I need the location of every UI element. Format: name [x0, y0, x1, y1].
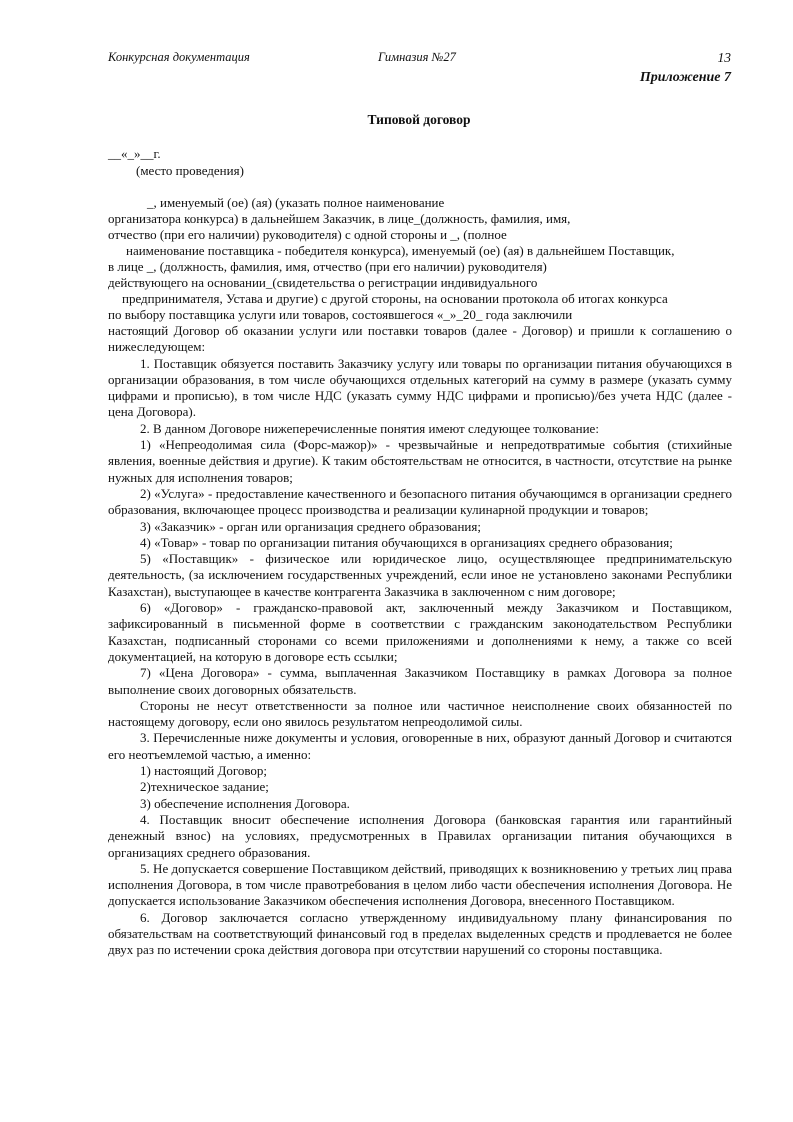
paragraph: 5. Не допускается совершение Поставщиком действий, приводящих к возникновению у третьих лиц права исполнения Договора, в том числе правотребования в целом либо части обеспечения исполнения Договора. Не допускается использование Заказчиком обеспечения исполнения Договора, внесенного Поставщиком. [108, 860, 732, 909]
paragraph: 3) обеспечение исполнения Договора. [140, 795, 350, 811]
paragraph: 2) «Услуга» - предоставление качественного и безопасного питания обучающимся в организации среднего образования, включающее процесс производства и реализации кулинарной продукции и товаров; [108, 485, 732, 518]
intro-line: по выбору поставщика услуги или товаров, состоявшегося «_»_20_ года заключили [108, 307, 573, 322]
header-center: Гимназия №27 [378, 50, 456, 64]
paragraph: 2. В данном Договоре нижеперечисленные понятия имеют следующее толкование: [140, 420, 599, 436]
paragraph: 3. Перечисленные ниже документы и условия, оговоренные в них, образуют данный Договор и считаются его неотъемлемой частью, а именно: [108, 730, 732, 762]
intro-line: организатора конкурса) в дальнейшем Заказчик, в лице_(должность, фамилия, имя, [108, 211, 571, 226]
paragraph: Стороны не несут ответственности за полное или частичное неисполнение своих обязанностей по настоящему договору, если оно явилось результатом непреодолимой силы. [108, 697, 732, 730]
date-line: __«_»__г. [108, 146, 161, 161]
paragraph: 7) «Цена Договора» - сумма, выплаченная Заказчиком Поставщику в рамках Договора за полное выполнение своих договорных обязательств. [108, 665, 732, 697]
appendix-label: Приложение 7 [639, 70, 731, 85]
header-left: Конкурсная документация [108, 50, 250, 64]
paragraph: 4. Поставщик вносит обеспечение исполнения Договора (банковская гарантия или гарантийный денежный взнос) на условиях, предусмотренных в Правилах организации питания обучающихся в организациях среднего образования. [108, 811, 732, 860]
paragraph: 3) «Заказчик» - орган или организация среднего образования; [140, 518, 481, 534]
intro-line: _, именуемый (ое) (ая) (указать полное наименование [147, 195, 445, 210]
paragraph: 1. Поставщик обязуется поставить Заказчику услугу или товары по организации питания обучающихся в организации образования, в том числе обучающихся отдельных категорий на сумму в размере (указать сумму цифрами и прописью), в том числе НДС (указать сумму НДС цифрами и прописью)/без учета НДС (далее - цена Договора). [108, 355, 732, 420]
paragraph: 6) «Договор» - гражданско-правовой акт, заключенный между Заказчиком и Поставщиком, зафиксированный в письменной форме в соответствии с гражданским законодательством Республики Казахстан, подписанный сторонами со всеми приложениями и дополнениями к нему, а также со всей документацией, на которую в договоре есть ссылки; [108, 600, 732, 664]
paragraph: 1) «Непреодолимая сила (Форс-мажор)» - чрезвычайные и непредотвратимые события (стихийные явления, военные действия и другие). К таким обстоятельствам не относится, в частности, отсутствие на рынке нужных для исполнения товаров; [108, 437, 732, 485]
intro-line: отчество (при его наличии) руководителя) с одной стороны и _, (полное [108, 227, 507, 242]
paragraph: 4) «Товар» - товар по организации питания обучающихся в организациях среднего образования; [140, 534, 673, 550]
contract-body [108, 323, 732, 959]
intro-line: действующего на основании_(свидетельства о регистрации индивидуального [108, 275, 538, 290]
paragraph: 6. Договор заключается согласно утвержденному индивидуальному плану финансирования по обязательствам на соответствующий финансовый год в пределах выделенных средств и продлевается не более двух раз по истечении срока действия договора при отсутствии нарушений со стороны поставщика. [108, 909, 732, 958]
paragraph: 1) настоящий Договор; [140, 763, 268, 779]
document-title: Типовой договор [367, 112, 471, 127]
place-line: (место проведения) [136, 163, 244, 178]
intro-line: в лице _, (должность, фамилия, имя, отчество (при его наличии) руководителя) [108, 259, 547, 274]
paragraph: 5) «Поставщик» - физическое или юридическое лицо, осуществляющее предпринимательскую деятельность, (за исключением государственных учреждений, если иное не установлено законами Республики Казахстан), выступающее в качестве контрагента Заказчика в заключенном с ним договоре; [108, 551, 732, 599]
intro-line: предпринимателя, Устава и другие) с другой стороны, на основании протокола об итогах конкурса [122, 291, 668, 306]
paragraph: настоящий Договор об оказании услуги или поставки товаров (далее - Договор) и пришли к соглашению о нижеследующем: [108, 323, 732, 355]
page-number: 13 [717, 50, 731, 65]
paragraph: 2)техническое задание; [140, 779, 269, 795]
intro-line: наименование поставщика - победителя конкурса), именуемый (ое) (ая) в дальнейшем Поставщик, [126, 243, 675, 258]
